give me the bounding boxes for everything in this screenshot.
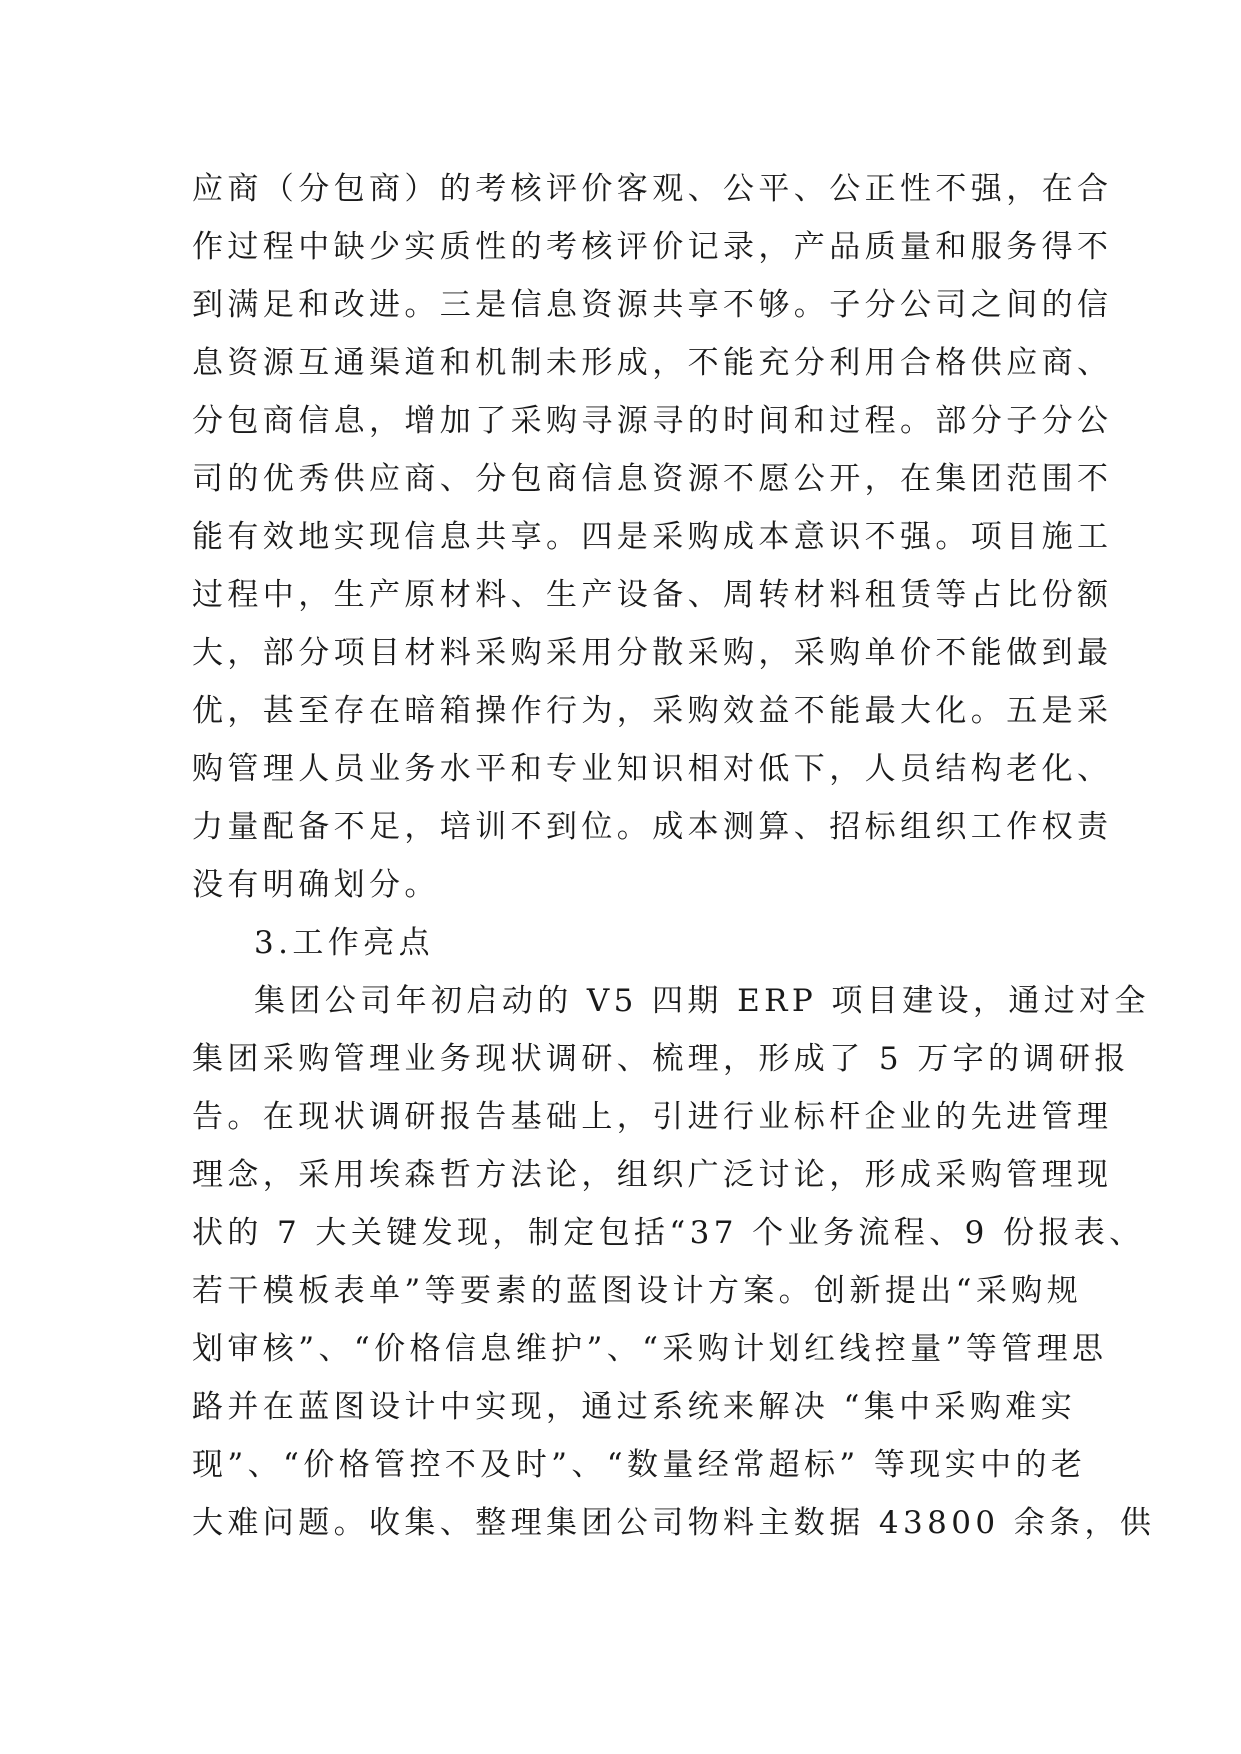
text-line: 大，部分项目材料采购采用分散采购，采购单价不能做到最 bbox=[192, 635, 1113, 671]
section-heading: 3.工作亮点 bbox=[254, 925, 434, 961]
text-line: 大难问题。收集、整理集团公司物料主数据 43800 余条，供 bbox=[192, 1505, 1156, 1541]
text-line: 状的 7 大关键发现，制定包括“37 个业务流程、9 份报表、 bbox=[192, 1215, 1145, 1251]
text-line: 划审核”、“价格信息维护”、“采购计划红线控量”等管理思 bbox=[192, 1331, 1108, 1367]
body-text bbox=[192, 160, 1156, 1552]
text-line: 过程中，生产原材料、生产设备、周转材料租赁等占比份额 bbox=[192, 577, 1113, 613]
text-line: 应商（分包商）的考核评价客观、公平、公正性不强，在合 bbox=[192, 171, 1113, 207]
text-line: 没有明确划分。 bbox=[192, 867, 440, 903]
text-line: 息资源互通渠道和机制未形成，不能充分利用合格供应商、 bbox=[192, 345, 1113, 381]
paragraph-first-line: 集团公司年初启动的 V5 四期 ERP 项目建设，通过对全 bbox=[254, 983, 1150, 1019]
text-line: 优，甚至存在暗箱操作行为，采购效益不能最大化。五是采 bbox=[192, 693, 1113, 729]
text-line: 告。在现状调研报告基础上，引进行业标杆企业的先进管理 bbox=[192, 1099, 1113, 1135]
text-line: 若干模板表单”等要素的蓝图设计方案。创新提出“采购规 bbox=[192, 1273, 1083, 1309]
text-line: 司的优秀供应商、分包商信息资源不愿公开，在集团范围不 bbox=[192, 461, 1113, 497]
text-line: 分包商信息，增加了采购寻源寻的时间和过程。部分子分公 bbox=[192, 403, 1113, 439]
text-line: 作过程中缺少实质性的考核评价记录，产品质量和服务得不 bbox=[192, 229, 1113, 265]
text-line: 理念，采用埃森哲方法论，组织广泛讨论，形成采购管理现 bbox=[192, 1157, 1113, 1193]
text-line: 到满足和改进。三是信息资源共享不够。子分公司之间的信 bbox=[192, 287, 1113, 323]
text-line: 购管理人员业务水平和专业知识相对低下，人员结构老化、 bbox=[192, 751, 1113, 787]
text-line: 路并在蓝图设计中实现，通过系统来解决 “集中采购难实 bbox=[192, 1389, 1077, 1425]
text-line: 现”、“价格管控不及时”、“数量经常超标” 等现实中的老 bbox=[192, 1447, 1087, 1483]
text-line: 能有效地实现信息共享。四是采购成本意识不强。项目施工 bbox=[192, 519, 1113, 555]
text-line: 力量配备不足，培训不到位。成本测算、招标组织工作权责 bbox=[192, 809, 1113, 845]
text-line: 集团采购管理业务现状调研、梳理，形成了 5 万字的调研报 bbox=[192, 1041, 1130, 1077]
